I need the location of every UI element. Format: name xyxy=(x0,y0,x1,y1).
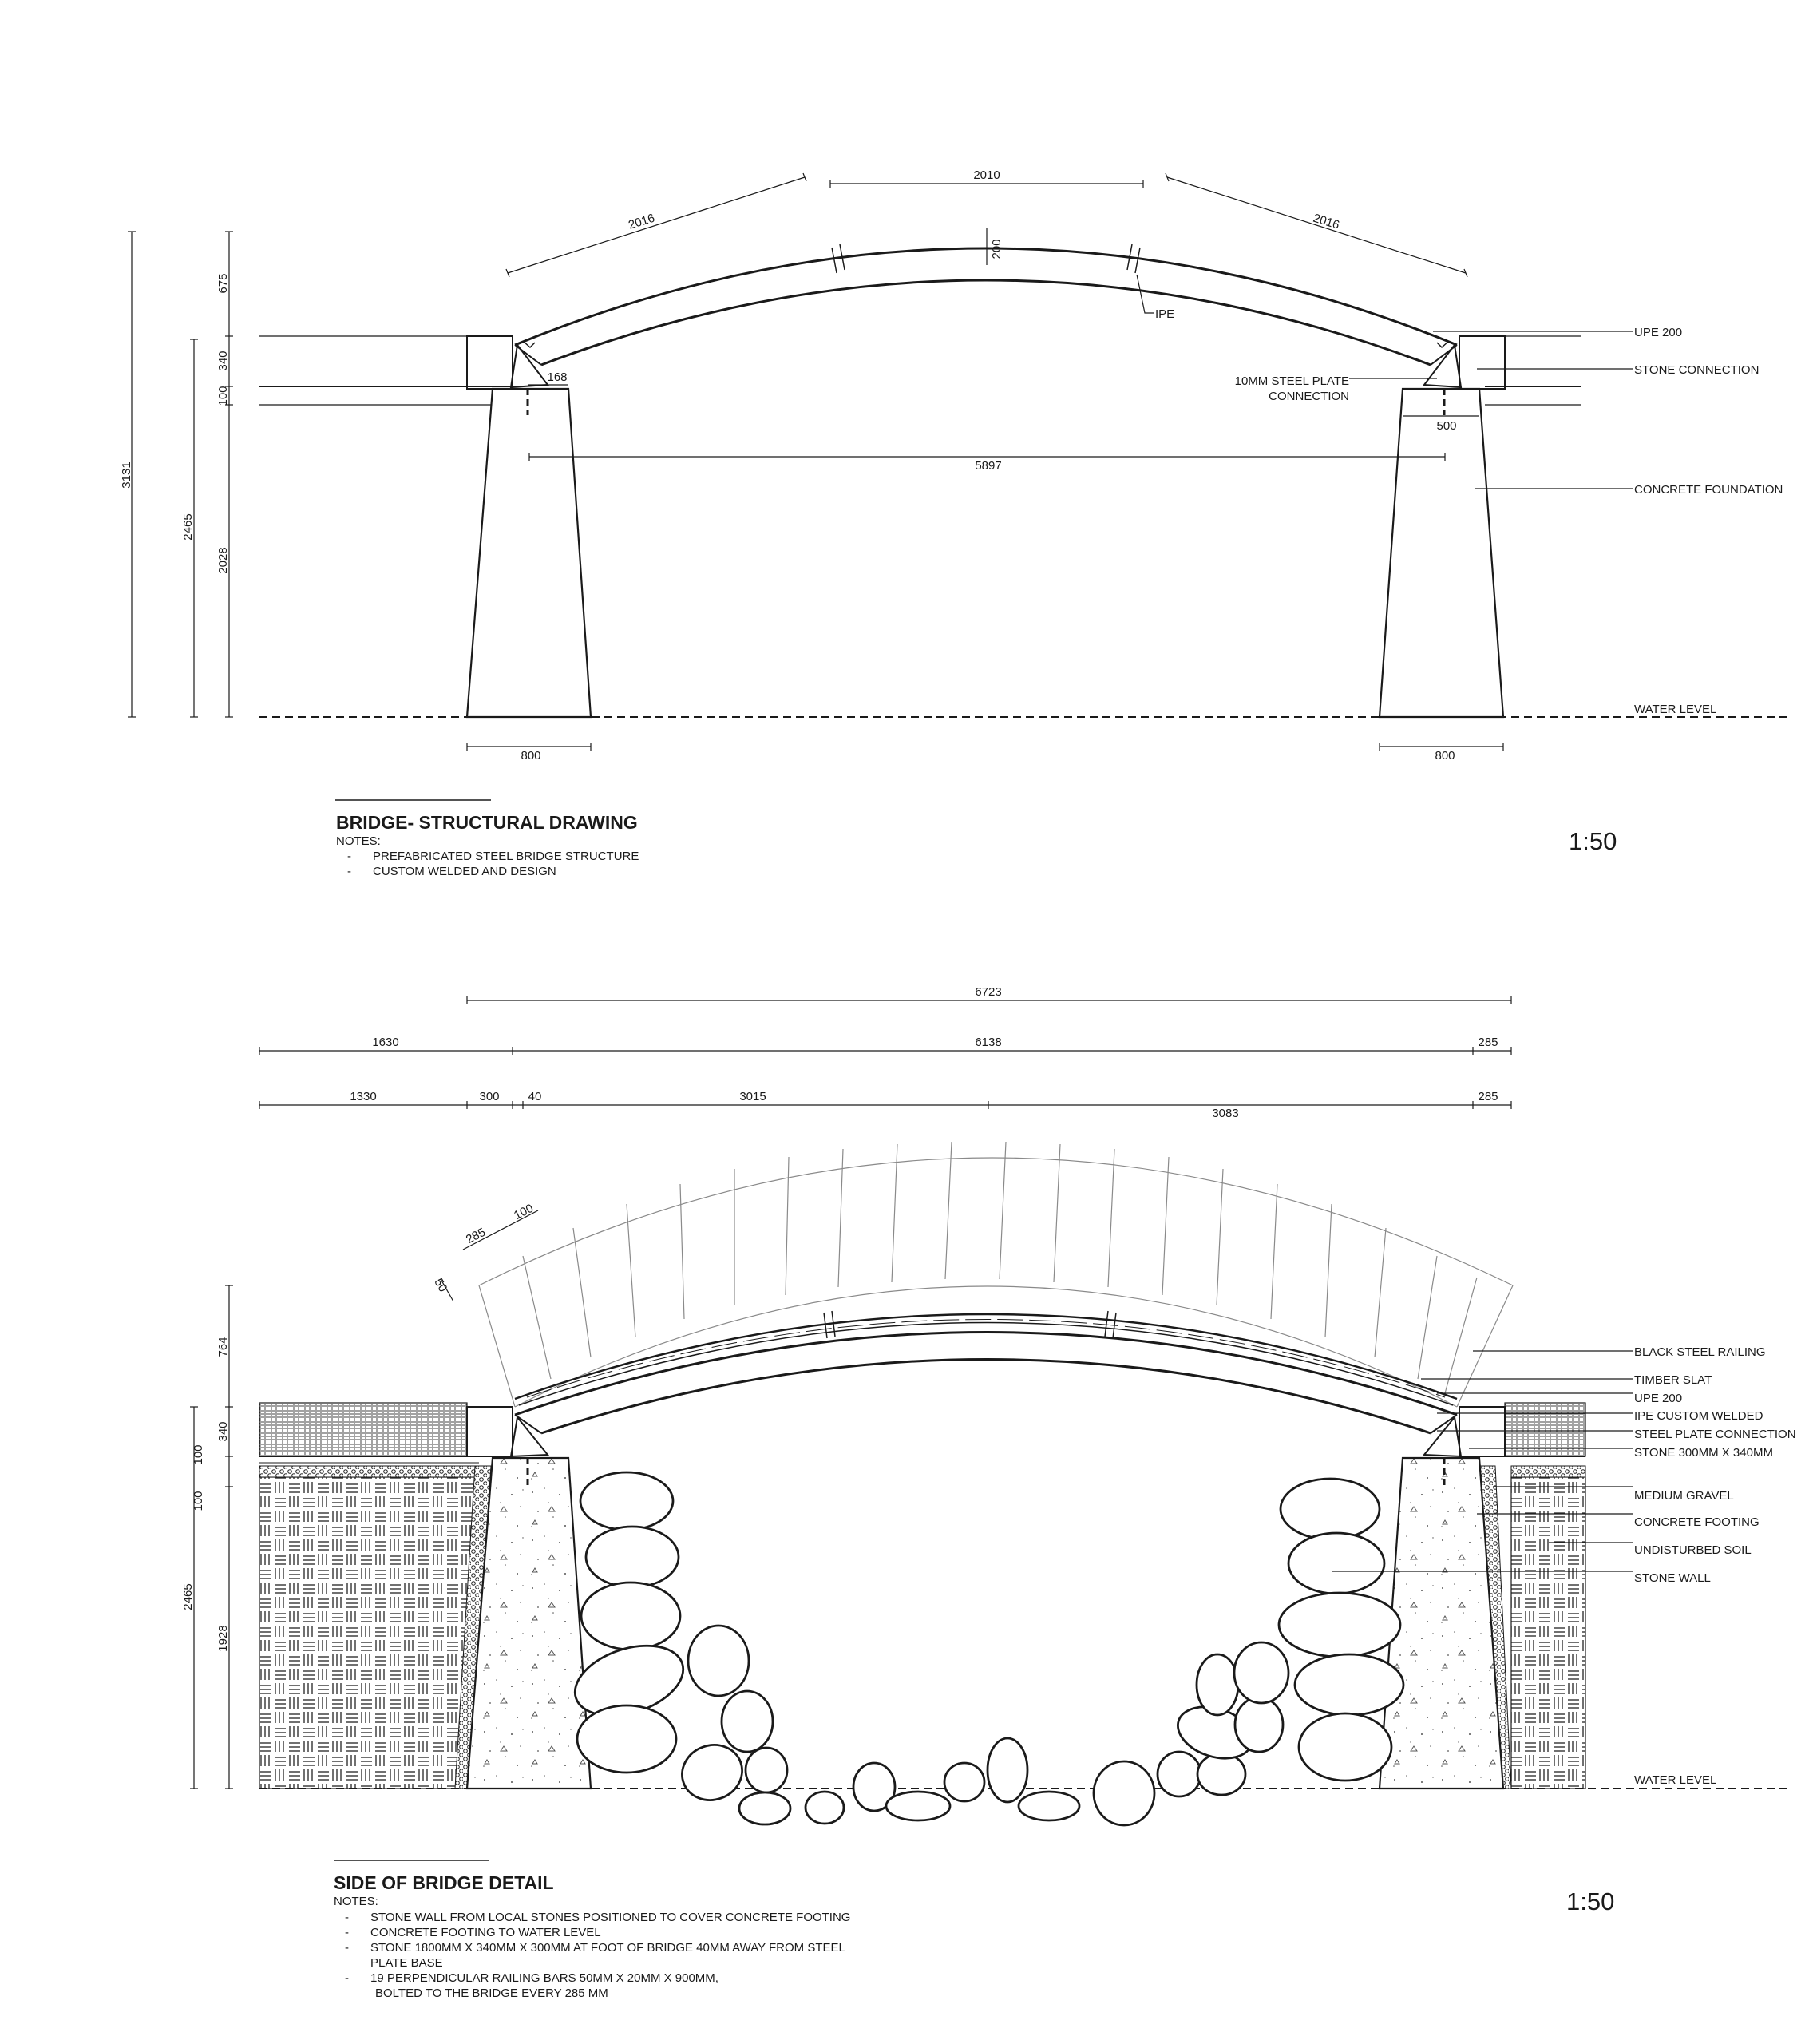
title-structural: BRIDGE- STRUCTURAL DRAWING xyxy=(336,812,638,833)
label-upe200: UPE 200 xyxy=(1634,326,1683,339)
label-ipe-custom: IPE CUSTOM WELDED xyxy=(1634,1409,1764,1423)
scale-2: 1:50 xyxy=(1566,1888,1615,1915)
dim-h-2465: 2465 xyxy=(181,1583,195,1610)
dim-h-764: 764 xyxy=(216,1337,230,1357)
note-dash-2d: - xyxy=(345,1971,349,1985)
dim-overall-height: 3131 xyxy=(120,461,133,489)
note-2c-cont: PLATE BASE xyxy=(370,1956,443,1970)
dim-6138: 6138 xyxy=(975,1036,1002,1049)
gravel-top-right xyxy=(1511,1466,1585,1477)
dim-footing-left: 800 xyxy=(521,749,541,763)
notes-heading-1: NOTES: xyxy=(336,834,381,848)
dim-plate: 168 xyxy=(547,370,568,384)
note-2c: STONE 1800MM X 340MM X 300MM AT FOOT OF BRIDGE 40MM AWAY FROM STEEL xyxy=(370,1941,845,1955)
label-concrete-footing: CONCRETE FOOTING xyxy=(1634,1515,1760,1529)
dim-height-340: 340 xyxy=(216,351,230,371)
structural-drawing-text xyxy=(120,168,1783,878)
label-water-level: WATER LEVEL xyxy=(1634,703,1717,716)
dim-h-100a: 100 xyxy=(192,1444,205,1465)
dim-rail-50: 50 xyxy=(431,1276,450,1295)
label-stone-size: STONE 300MM X 340MM xyxy=(1634,1446,1773,1460)
label-undisturbed-soil: UNDISTURBED SOIL xyxy=(1634,1543,1752,1557)
note-dash-1b: - xyxy=(347,865,351,878)
dim-arc-right: 2016 xyxy=(1311,211,1341,232)
stone-block-left xyxy=(467,336,513,389)
label-stone-wall: STONE WALL xyxy=(1634,1571,1711,1585)
dim-h-100b: 100 xyxy=(192,1491,205,1511)
dim-3015: 3015 xyxy=(739,1090,766,1103)
dim-overall-6723: 6723 xyxy=(975,985,1002,999)
dim-footing-right: 800 xyxy=(1435,749,1455,763)
label-railing: BLACK STEEL RAILING xyxy=(1634,1345,1766,1359)
label-ipe: IPE xyxy=(1155,307,1175,321)
note-dash-2c: - xyxy=(345,1941,349,1955)
scale-1: 1:50 xyxy=(1569,827,1617,855)
dim-1630: 1630 xyxy=(372,1036,399,1049)
note-1a: PREFABRICATED STEEL BRIDGE STRUCTURE xyxy=(373,850,639,863)
bridge-beams-side xyxy=(515,1311,1457,1433)
dim-rail-100: 100 xyxy=(511,1201,536,1223)
label-medium-gravel: MEDIUM GRAVEL xyxy=(1634,1489,1734,1503)
dim-arc-center: 2010 xyxy=(973,168,1000,182)
undisturbed-soil-left xyxy=(259,1477,475,1788)
undisturbed-soil-right xyxy=(1511,1477,1585,1788)
dim-height-100: 100 xyxy=(216,386,230,406)
note-2a: STONE WALL FROM LOCAL STONES POSITIONED TO COVER CONCRETE FOOTING xyxy=(370,1911,851,1924)
dim-height-675: 675 xyxy=(216,273,230,294)
label-steel-plate-2: CONNECTION xyxy=(1269,390,1349,403)
structural-drawing xyxy=(128,173,1788,751)
gravel-top-left xyxy=(259,1466,475,1477)
dim-h-340: 340 xyxy=(216,1421,230,1442)
stone-block-right xyxy=(1459,336,1505,389)
dim-rail-285: 285 xyxy=(463,1225,488,1247)
title-side-detail: SIDE OF BRIDGE DETAIL xyxy=(334,1872,554,1893)
note-2d-cont: BOLTED TO THE BRIDGE EVERY 285 MM xyxy=(375,1987,608,2000)
dim-300: 300 xyxy=(479,1090,500,1103)
label-plate-connection: STEEL PLATE CONNECTION xyxy=(1634,1428,1796,1441)
dim-1330: 1330 xyxy=(350,1090,377,1103)
stone-block-right-2 xyxy=(1459,1407,1505,1456)
dim-40: 40 xyxy=(528,1090,542,1103)
notes-heading-2: NOTES: xyxy=(334,1895,378,1908)
dim-285-b: 285 xyxy=(1478,1090,1498,1103)
dim-height-2028: 2028 xyxy=(216,547,230,574)
steel-arch xyxy=(515,244,1457,365)
label-water-level-2: WATER LEVEL xyxy=(1634,1773,1717,1787)
stone-wall xyxy=(566,1472,1403,1825)
side-detail-drawing xyxy=(190,996,1788,1825)
dim-arc-left: 2016 xyxy=(627,211,657,232)
dim-stone-width: 500 xyxy=(1436,419,1457,433)
label-concrete-foundation: CONCRETE FOUNDATION xyxy=(1634,483,1783,497)
dim-285-a: 285 xyxy=(1478,1036,1498,1049)
label-stone-connection: STONE CONNECTION xyxy=(1634,363,1760,377)
concrete-foundation-right xyxy=(1380,389,1503,717)
label-timber-slat: TIMBER SLAT xyxy=(1634,1373,1712,1387)
stone-hatch-left xyxy=(259,1403,467,1456)
note-1b: CUSTOM WELDED AND DESIGN xyxy=(373,865,556,878)
dim-beam-depth: 200 xyxy=(990,239,1003,259)
note-2b: CONCRETE FOOTING TO WATER LEVEL xyxy=(370,1926,601,1939)
dim-h-1928: 1928 xyxy=(216,1625,230,1652)
label-upe-200: UPE 200 xyxy=(1634,1392,1683,1405)
steel-plate-supports-side xyxy=(511,1417,1461,1485)
label-steel-plate-1: 10MM STEEL PLATE xyxy=(1234,374,1349,388)
note-dash-2b: - xyxy=(345,1926,349,1939)
note-dash-2a: - xyxy=(345,1911,349,1924)
dim-3083: 3083 xyxy=(1212,1107,1239,1120)
note-dash-1a: - xyxy=(347,850,351,863)
concrete-foundation-left xyxy=(467,389,591,717)
note-2d: 19 PERPENDICULAR RAILING BARS 50MM X 20MM X 900MM, xyxy=(370,1971,718,1985)
dim-height-2465: 2465 xyxy=(181,513,195,541)
stone-block-left-2 xyxy=(467,1407,513,1456)
dim-span: 5897 xyxy=(975,459,1002,473)
